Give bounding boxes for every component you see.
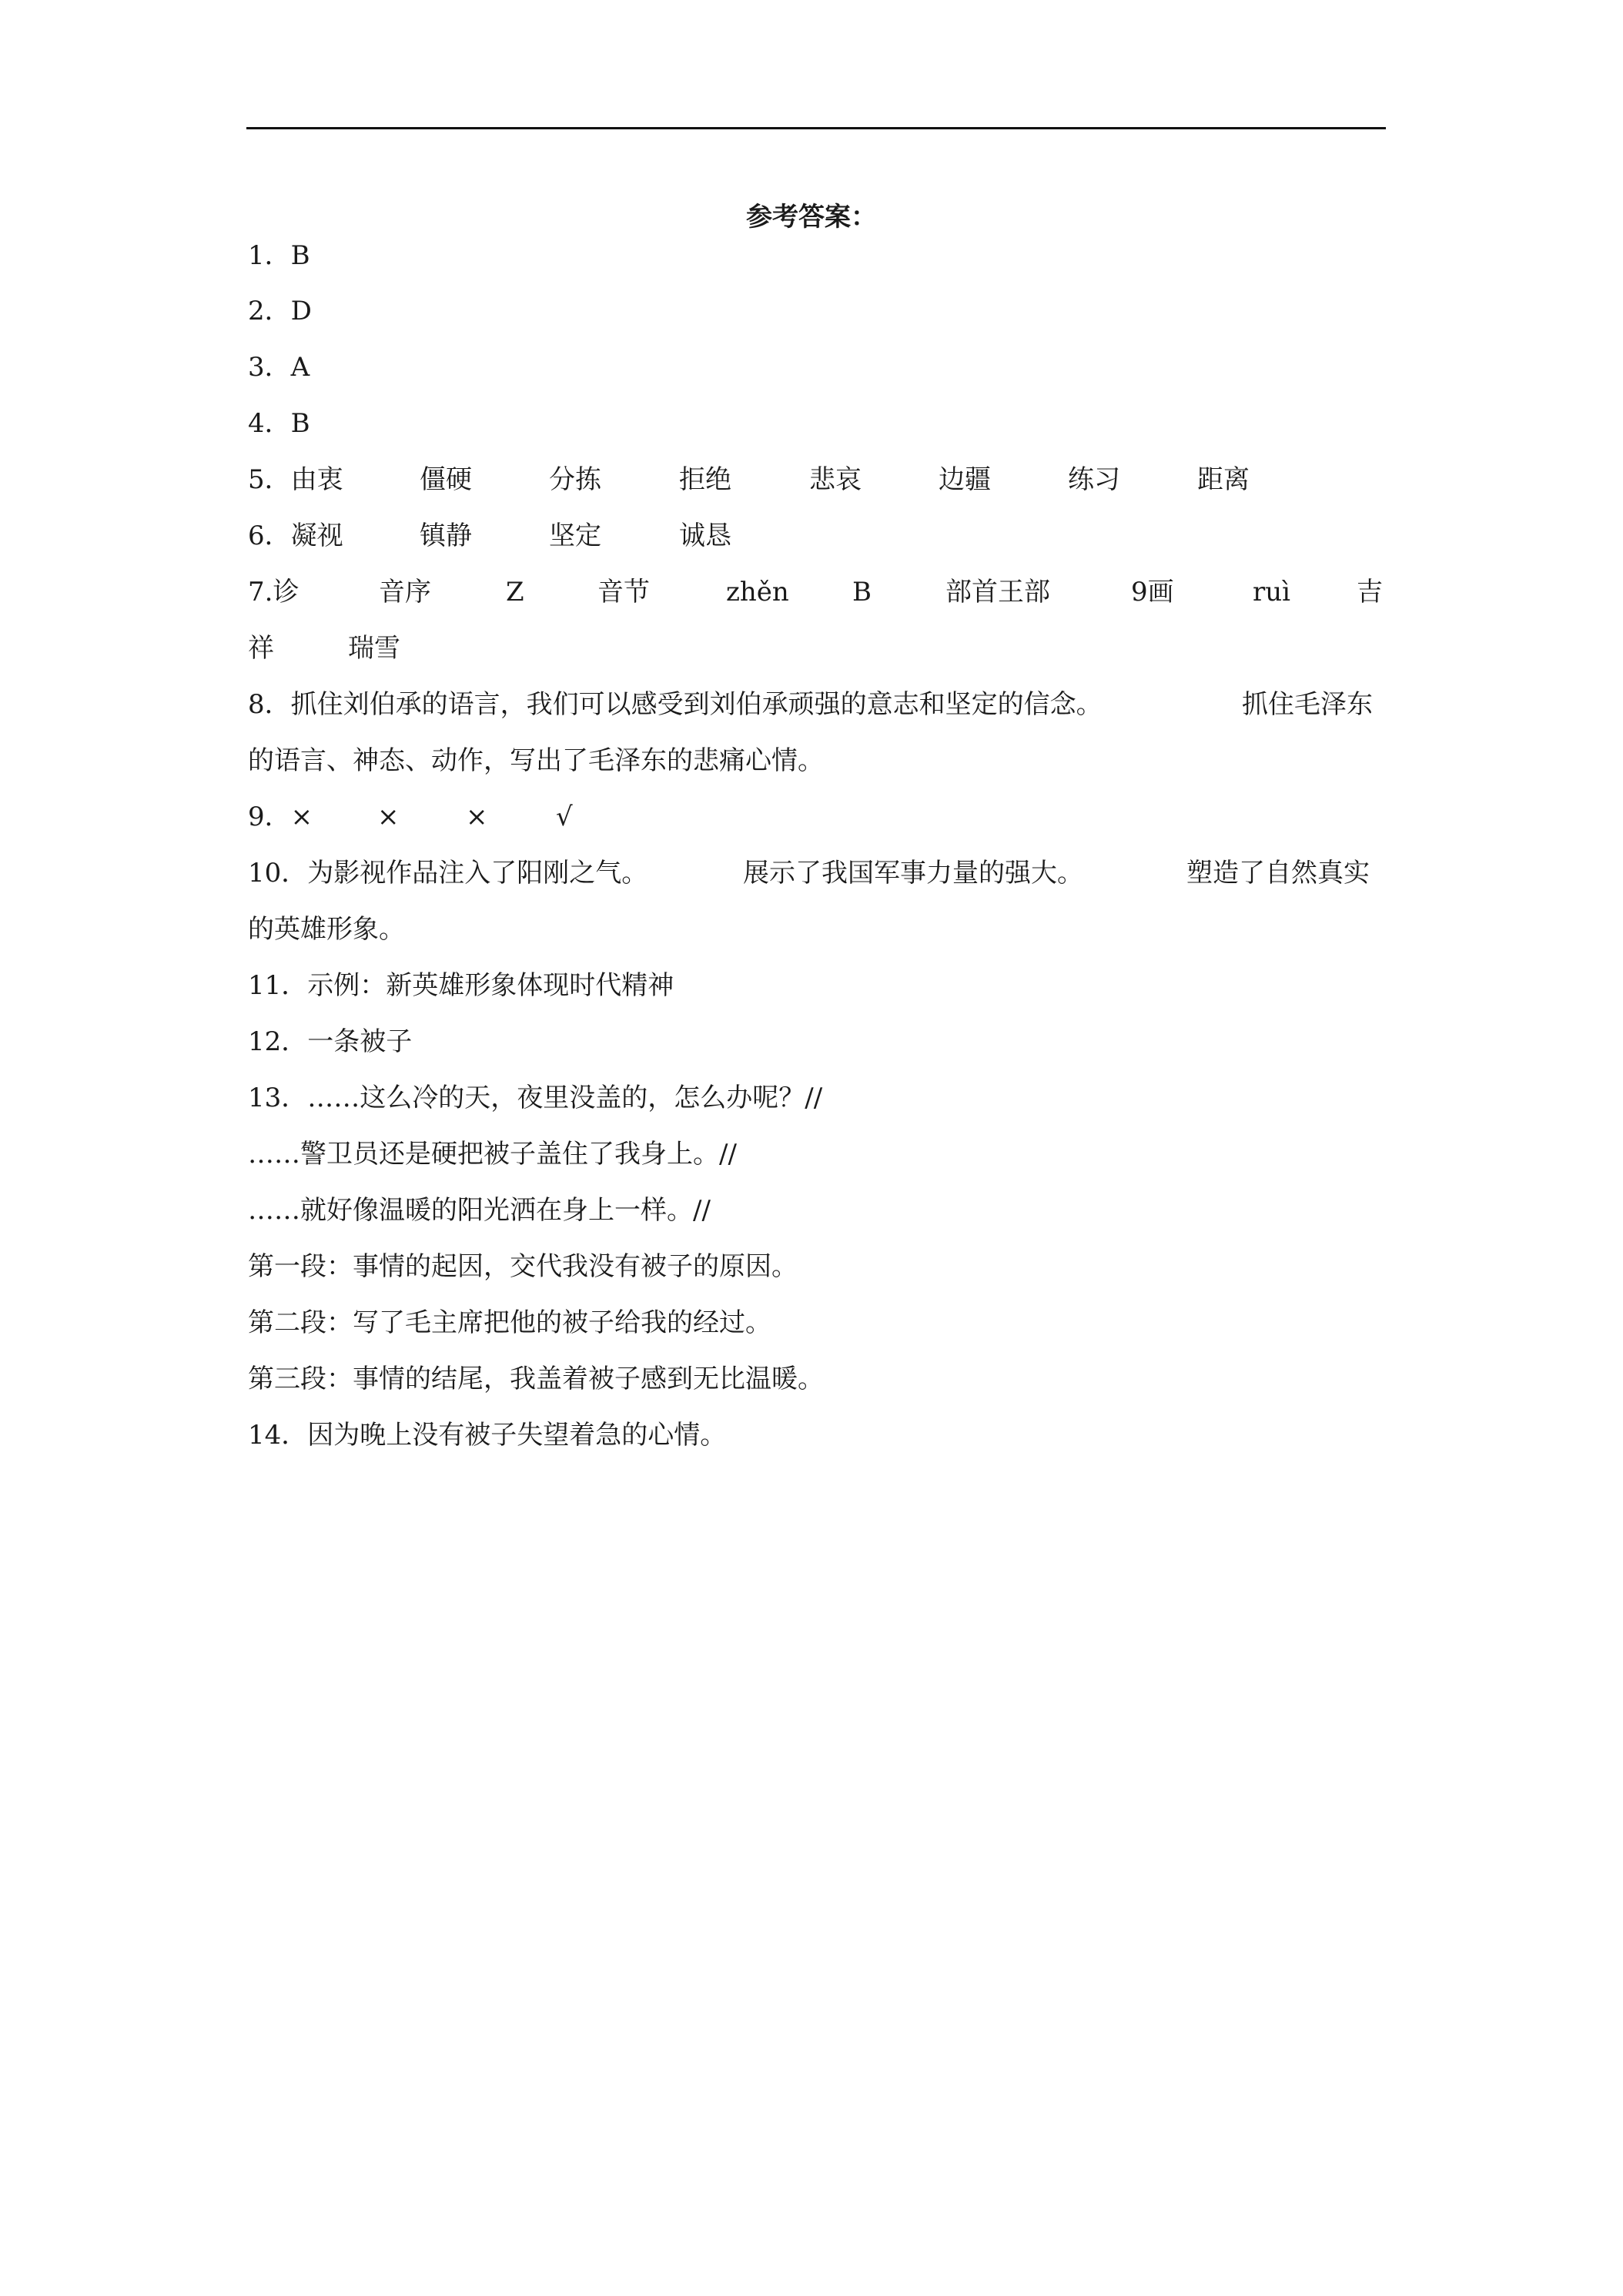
answer-14: 14．因为晚上没有被子失望着急的心情。: [248, 1420, 727, 1451]
answer-7-item: B: [852, 577, 872, 607]
answer-7-item: 瑞雪: [348, 633, 400, 664]
answer-9-item: ×: [466, 802, 488, 832]
answer-8-text: 的语言、神态、动作，写出了毛泽东的悲痛心情。: [248, 745, 824, 776]
answer-8-text: 抓住毛泽东: [1242, 689, 1373, 720]
answer-5-item: 边疆: [939, 464, 991, 495]
answer-11: 11．示例：新英雄形象体现时代精神: [248, 970, 674, 1001]
answer-6-item: 坚定: [549, 520, 601, 551]
answer-7-item: 音序: [379, 577, 431, 607]
answer-5-item: 分拣: [549, 464, 601, 495]
answer-10-text: 展示了我国军事力量的强大。: [743, 858, 1083, 889]
answer-8-text: 8．抓住刘伯承的语言，我们可以感受到刘伯承顽强的意志和坚定的信念。: [248, 689, 1103, 720]
answer-2: 2．D: [248, 296, 312, 326]
answer-1: 1．B: [248, 240, 310, 271]
answer-5-label: 5．由衷: [248, 464, 343, 495]
answer-7-item: ruì: [1253, 577, 1291, 607]
answer-5-item: 练习: [1068, 464, 1120, 495]
answer-9-item: ×: [377, 802, 400, 832]
answer-9-label: 9．×: [248, 802, 313, 832]
answer-7-item: 部首王部: [945, 577, 1050, 607]
answer-7-item: 9画: [1131, 577, 1174, 607]
answer-10-text: 10．为影视作品注入了阳刚之气。: [248, 858, 648, 889]
answer-5-item: 拒绝: [679, 464, 731, 495]
answer-12: 12．一条被子: [248, 1026, 413, 1057]
answer-7-item: 祥: [248, 633, 274, 664]
answer-13-line: ……警卫员还是硬把被子盖住了我身上。//: [248, 1139, 737, 1170]
answer-13-paragraph: 第三段：事情的结尾，我盖着被子感到无比温暖。: [248, 1364, 824, 1394]
answer-5-item: 悲哀: [809, 464, 862, 495]
answer-6-label: 6．凝视: [248, 520, 343, 551]
answer-13-line: ……就好像温暖的阳光洒在身上一样。//: [248, 1195, 711, 1226]
answer-13-line: 13．……这么冷的天，夜里没盖的，怎么办呢？//: [248, 1083, 823, 1113]
answer-4: 4．B: [248, 408, 310, 439]
answer-13-paragraph: 第二段：写了毛主席把他的被子给我的经过。: [248, 1307, 771, 1338]
answer-7-item: 7.诊: [248, 577, 300, 607]
answer-5-item: 距离: [1197, 464, 1250, 495]
answer-3: 3．A: [248, 352, 310, 383]
answer-10-text: 塑造了自然真实: [1186, 858, 1370, 889]
answer-7-item: 吉: [1357, 577, 1383, 607]
answer-7-item: Z: [506, 577, 524, 607]
answer-5-item: 僵硬: [420, 464, 472, 495]
answer-9-item: √: [556, 802, 573, 832]
answer-13-paragraph: 第一段：事情的起因，交代我没有被子的原因。: [248, 1251, 798, 1282]
answer-10-text: 的英雄形象。: [248, 914, 405, 945]
page-title: 参考答案：: [746, 202, 877, 233]
answer-6-item: 诚恳: [679, 520, 731, 551]
answer-7-item: zhěn: [726, 577, 789, 607]
answer-6-item: 镇静: [420, 520, 472, 551]
header-rule: [246, 127, 1386, 129]
answer-7-item: 音节: [597, 577, 650, 607]
